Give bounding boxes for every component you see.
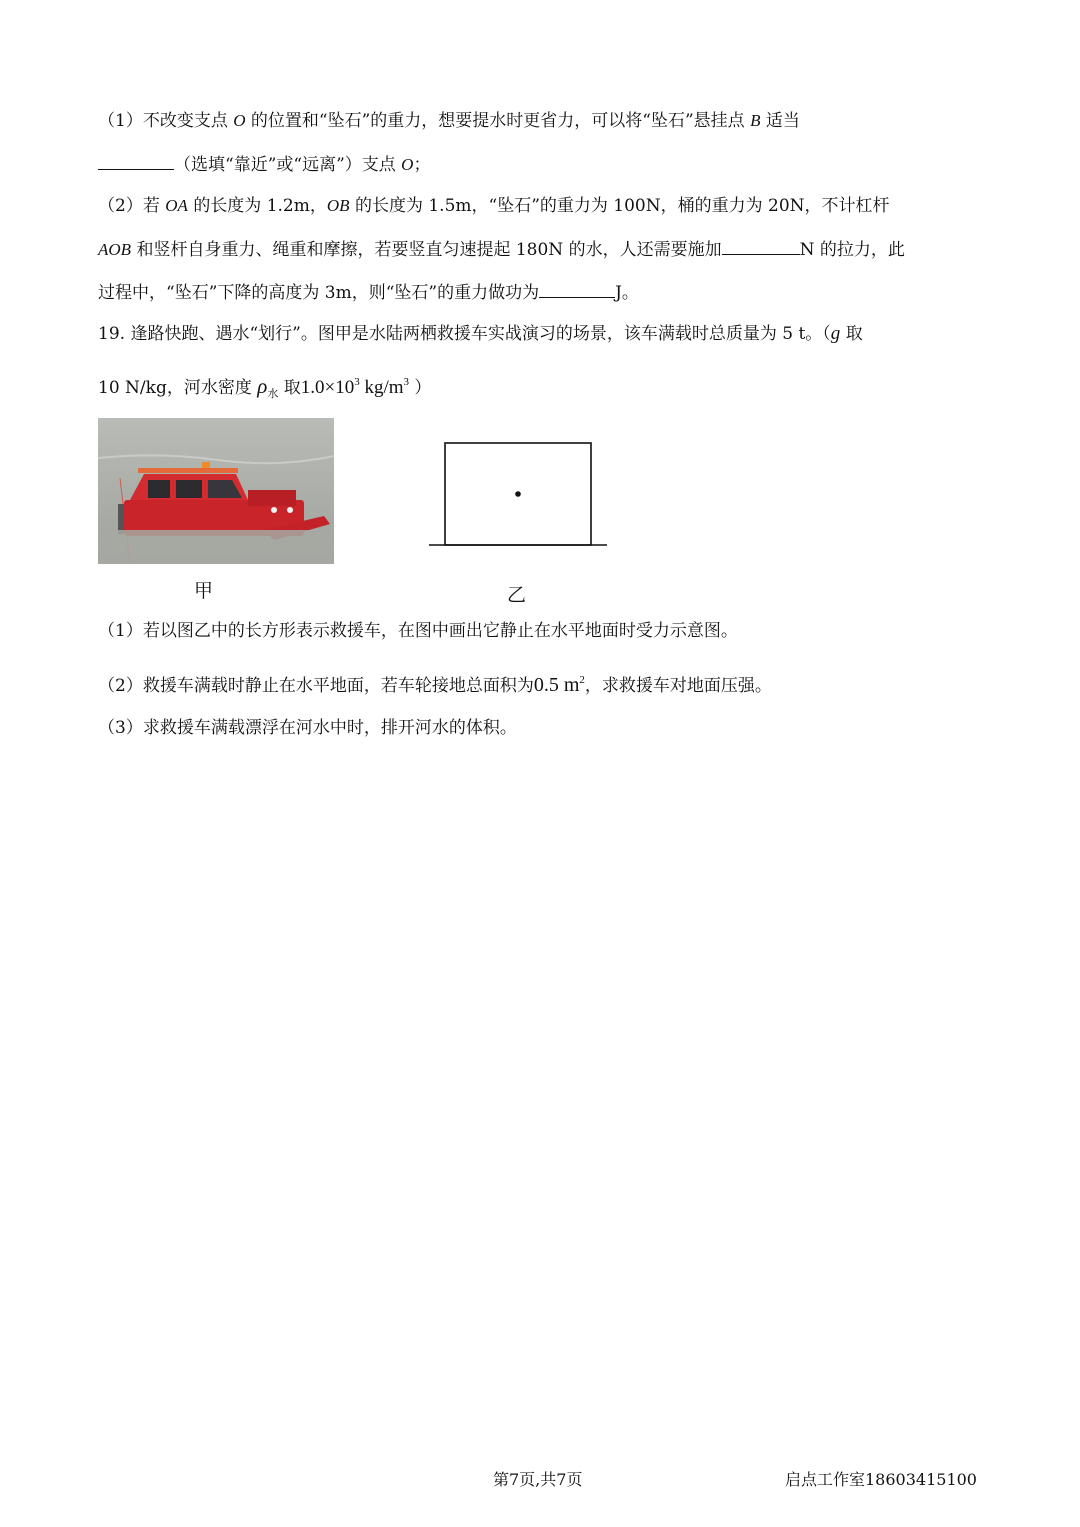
var-OA: OA [165, 196, 188, 215]
q18-part1-line1: （1）不改变支点 O 的位置和“坠石”的重力，想要提水时更省力，可以将“坠石”悬挂点 B 适当 [98, 111, 800, 131]
area-value: 0.5 $m^2$ [533, 674, 585, 696]
q19-sub1: （1）若以图乙中的长方形表示救援车，在图中画出它静止在水平地面时受力示意图。 [98, 621, 738, 641]
rho-water: $\rho_水$ [257, 374, 279, 400]
q18-part2-line2: AOB 和竖杆自身重力、绳重和摩擦，若要竖直匀速提起 180N 的水，人还需要施加 N 的拉力，此 [98, 237, 905, 262]
q19-stem-line1: 19. 逢路快跑、遇水“划行”。图甲是水陆两栖救援车实战演习的场景，该车满载时总质量为 5 t。（g 取 [98, 323, 863, 344]
var-OB: OB [326, 196, 350, 215]
var-B: B [750, 111, 761, 130]
var-g: g [830, 323, 841, 344]
var-O: O [233, 111, 246, 130]
q18-part2-line1: （2）若 OA 的长度为 1.2m，OB 的长度为 1.5m，“坠石”的重力为 100N，桶的重力为 20N，不计杠杆 [98, 196, 890, 216]
q19-sub2: （2）救援车满载时静止在水平地面，若车轮接地总面积为0.5 $m^2$，求救援车对地面压强。 [98, 674, 772, 696]
water-surface [98, 530, 334, 564]
answer-blank-1[interactable] [98, 152, 174, 170]
answer-blank-2[interactable] [722, 237, 800, 255]
q18-part1-line2: （选填“靠近”或“远离”）支点 O； [98, 152, 430, 177]
q19-stem-line2: 10 N/kg，河水密度 $\rho_水$ 取$1.0\times 10^3$ $kg/m^3$ ） [98, 374, 432, 400]
q19-sub3: （3）求救援车满载漂浮在河水中时，排开河水的体积。 [98, 718, 517, 738]
answer-blank-3[interactable] [539, 280, 615, 298]
q18-part2-line3: 过程中，“坠石”下降的高度为 3m，则“坠石”的重力做功为 J。 [98, 280, 639, 305]
page-number: 第7页,共7页 [493, 1470, 583, 1489]
figure-jia-caption: 甲 [194, 580, 214, 602]
density-value: $1.0\times 10^3$ $kg/m^3$ [300, 376, 410, 398]
figure-yi-caption: 乙 [507, 584, 527, 606]
figure-jia-photo [98, 418, 334, 564]
figure-yi-diagram [428, 440, 608, 550]
studio-credit: 启点工作室18603415100 [785, 1470, 977, 1489]
var-AOB: AOB [98, 240, 132, 259]
var-O-2: O [401, 155, 414, 174]
center-of-gravity-dot[interactable] [515, 491, 521, 497]
